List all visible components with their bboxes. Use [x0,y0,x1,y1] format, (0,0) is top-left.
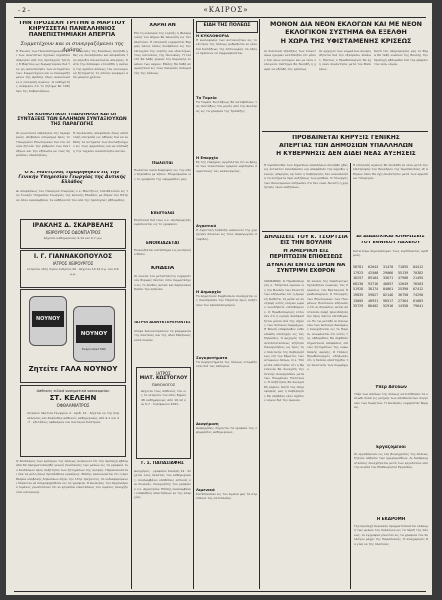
lottery-number: 88402 [368,304,379,309]
article-text: Επιστολαί διά τους κ.κ. συνδρομητάς ευρίσκονται εις το γραφείον. [134,218,191,227]
city-news-banner [196,21,258,33]
lottery-number: 70382 [413,270,424,275]
article-text: Οι κοινοτικοί υπάλληλοι της περιφερείας υπέβαλον υπόμνημα προς το Υπουργείον Εσωτερικών δια του οποίου ζητούν την ρύθμισιν των συντάξεων και την εξίσωσιν με τους δημοσίους υπαλλήλους. [16,131,70,158]
article-text: Πωλείται οικία διώροφος εις την οδόν Κορίνθου με κήπον. Πληροφορίαι εις το γραφείον της εφημερίδος μας. [134,168,191,181]
masthead-rule [14,17,426,18]
ad-subtitle: ΙΑΤΡΟΣ ΧΕΙΡΟΥΡΓΟΣ [52,261,94,267]
right-head: Εργαζόμενοι [376,445,406,449]
lottery-head: ΤΟΥ ΕΘΝΙΚΟΥ ΛΑΧΕΙΟΥ [360,241,421,245]
doctors-head: ΙΑΤΡΟΙ ΔΙΑΝΥΚΤΕΡΕΥΟΝΤΕΣ [134,321,191,324]
article-text: Ενοικιάζεται κατάστημα εις κεντρικήν θέσιν. [134,248,191,257]
lottery-number: 62044 [368,265,379,269]
ad-subtitle: ΧΕΙΡΟΥΡΓΟΣ ΟΔΟΝΤΙΑΤΡΟΣ [45,230,101,236]
churchill-headline: ΔΗΛΩΣΕΙΣ ΤΟΥ κ. ΤΣΟΡΤΣΙΑ ΕΙΣ ΤΗΝ ΒΟΥΛΗΝ [264,235,348,246]
news-item-head: Λιμενικά [196,486,215,492]
lottery-number: 79641 [413,304,424,309]
article-text: Κατέπλευσαν εις τον λιμένα μας τα ατμόπλοια της ακτοπλοΐας. [196,491,257,501]
article-text: Απόψε διανυκτερεύουν τα φαρμακεία της πλατείας και της οδού Μαιζώνος κατά σειράν. [134,329,191,342]
ad-title: Ι. Γ. ΓΙΑΝΝΑΚΟΠΟΥΛΟΣ [33,253,113,260]
lottery-number: 68230 [353,281,364,286]
lottery-number: 13605 [353,298,364,303]
lottery-number: 84061 [383,287,394,292]
lottery-number: 17923 [353,270,364,275]
page-number: - 2 - [18,7,30,14]
article-text: Δικηγόρος · γραφείον Κανάρη 14 · δέχεται τους πελάτας του καθημερινώς. Αναλαμβάνει υποθέσεις αστικάς και ποινικάς. Συνεργάτης του γραφείου ο κ. Δημητρίου. Επίσης αναλαμβάνει εισπράξεις απαιτήσεων εκ της επαρχίας. [134,469,191,500]
news-item-head: Η Δημαρχία [196,288,221,294]
article-text: Επί τη ευκαιρία της εορτής η Φιλαρμονική του Δήμου θα παιανίση εις την πλατείαν. Η επιτροπή ευχαριστεί θερμώς όλους όσους συνέβαλον εις την επιτυχίαν της εορτής και ιδιαιτέρως τους κατοίκους της συνοικίας. Η τελετή θα λάβη χώραν την Κυριακήν ενώπιον των αρχών. Επίσης θα δοθή αναμνηστικό εις τους παλαιούς πολεμιστάς της πόλεως. [134,31,191,75]
article-text: Η επιτροπή αγώνος θα συνέλθη εκ νέου μετά την επιστροφήν του Προέδρου της Ομοσπονδίας εξ Αθηνών όπου θα έχη συνάντησιν μετά των αρμοδίων Υπουργών. [353,163,428,181]
lottery-number: 42508 [368,270,379,275]
surgeon-ad [20,250,126,288]
article-text: Η διοίκησις της Ενώσεως συνήλθε χθες εις συνεδρίασιν και απεφάσισε την κήρυξιν πανελληνίου απεργίας. Κατά την σύσκεψιν ετονίσθη η ανάγκη της αμέσου λύσεως του οικονομικού ζητήματος το οποίον εκκρεμεί από μακρού χρόνου. [73,49,128,80]
article-text: Η Αγροτική Τράπεζα ανακοινοί την χορήγησιν δανείων εις τους παραγωγούς σταφίδος. [196,227,257,241]
article-text: Δι αποφάσεως του Υπουργού Γεωργίας ο κ. Μαντζίνος τοποθετείται εις την Γενικήν Υπηρεσίαν Γεωργίας της Δυτικής Ελλάδος με έδραν την Πάτραν όπου αναλαμβάνει τα καθήκοντά του από της προσεχούς εβδομάδος. [16,189,128,202]
lottery-number: 27364 [398,298,409,303]
milk-can-image [29,296,67,346]
article-text: Το Δημοτικόν Συμβούλιον συνέρχεται εις συνεδρίασιν την Πέμπτην προς συζήτησιν του προϋπολογισμού. [196,293,257,307]
news-item-head: Αγροτικά [196,222,217,228]
notice-head: Πωλείται [152,161,173,165]
news-item-head: Συγκροτήματα [196,354,228,360]
can-brand: ΝΟΥΝΟΥ [76,325,112,343]
bottom-rule [14,591,426,592]
article-text: Οι κύκλοι της Ουάσιγκτων σχολιάζουν ευμενώς τας δηλώσεις του Βρεταννού Πρωθυπουργού. Ο Υπουργός των Εξωτερικών των Ηνωμένων Πολιτειών εδήλωσεν ότι αι δηλώσεις αυταί αποτελούν σαφή προειδοποίησιν προς πάντα επιτιθέμενον. Εν τω μεταξύ αι συνομιλίαι των Δυτικών Δυνάμεων συνεχίζονται εις το Παρίσι. Αναμένεται ότι εντός της εβδομάδος θα ληφθούν σημαντικαί αποφάσεις επί των ζητημάτων της ευρωπαϊκής αμύνης. Ο Γάλλος Πρωθυπουργός εδήλωσεν ότι η Γαλλία υποστηρίζει την πολιτικήν των συμμάχων. [307,279,348,372]
story3-head: Ο κ. Μαντζίνος τιμωρήθηκεν εις την Γενικήν Υπηρεσίαν Γεωργίας της Δυτικής Ελλάδος [18,171,126,185]
lottery-number: 61083 [413,298,424,303]
lottery-number: 48931 [368,298,379,303]
article-text: Την προσεχή Κυριακήν πραγματοποιείται εκδρομή των μελών του Συλλόγου εις τα πέριξ της πόλεως. Αι εγγραφαί γίνονται εις τα γραφεία του Συλλόγου μέχρι της Παρασκευής. Η αναχώρησις θα γίνη εκ της πλατείας. [354,524,428,546]
lottery-number: 38174 [368,287,379,292]
article-text: Κατωτέρω δημοσιεύομεν τους κερδίσαντας αριθμούς. [353,249,428,258]
ad-text: Δέχεται καθημερινώς 9-12 και 4-7 μ.μ. [43,236,103,241]
lottery-number: 76503 [413,281,424,286]
lottery-number: 67412 [413,287,424,292]
ad-subtitle: ΟΦΘΑΛΜΙΑΤΡΟΣ [56,403,90,409]
notice-head: Επιστολαί [150,211,175,215]
lottery-number: 84412 [413,265,424,269]
lottery-number: 40857 [383,281,394,286]
top-headline: Η ΧΩΡΑ ΤΗΣ ΥΦΙΣΤΑΜΕΝΗΣ ΚΡΙΣΕΩΣ [280,38,412,45]
article-text: Οι οικείοι του μεταστάντος ευχαριστούν θερμώς πάντας όσοι συμμετέσχον εις το πένθος αυτών και παρηκολούθησαν την κηδείαν. [134,274,191,292]
lottery-number: 19835 [353,292,364,297]
lottery-number: 14358 [398,304,409,309]
lottery-numbers [353,265,428,383]
article-text: ΛΟΝΔΙΝΟΝ. Ο Πρωθυπουργός κ. Τσόρτσιλ ομιλών εις την Βουλήν των Κοινοτήτων εδήλωσεν ότι η Αμερική διαθέτει τα μέσα να συντρίψη εντός ολίγων ωρών οιονδήποτε επιτιθέμενον. Ο Πρωθυπουργός ετόνισεν ότι η ειρήνη διασφαλίζεται μόνον διά της ισχύος των δυτικών συμμάχων. Η Βουλή επεφύλαξεν ενθουσιώδη υποδοχήν εις τας δηλώσεις. Ο αρχηγός της αντιπολιτεύσεως εζήτησε διευκρινήσεις ως προς την πολιτικήν της Κυβερνήσεως επί του θέματος των ατομικών όπλων. Ο κ. Τσόρτσιλ απήντησεν ότι η Βρεταννία θα συνεχίση την στενήν συνεργασίαν μετά των Ηνωμένων Πολιτειών. Η συζήτησις θα συνεχισθή αύριον. Κατά τας πληροφορίας μας η Κυβέρνησις θα υποβάλη νέον σχέδιον νόμου διά την άμυναν. [264,279,304,402]
lottery-number: 16257 [353,276,364,281]
lottery-number: 71855 [398,265,409,269]
article-text: Κατά τας πληροφορίας μας το θέμα θα τεθή ενώπιον της Βουλής την προσεχή εβδομάδα διά την ψήφισιν του νέου νόμου. [374,49,428,67]
newspaper-page [6,3,432,595]
strike-headline: ΠΡΟΒΑΙΝΕΤΑΙ ΚΗΡΥΞΙΣ ΓΕΝΙΚΗΣ [292,135,400,141]
lottery-number: 29066 [383,270,394,275]
left-headline: ΤΗΝ ΠΡΟΣΕΧΗ ΤΡΙΤΗΝ 8 ΜΑΡΤΙΟΥ ΚΗΡΥΣΣΕΤΑΙ ΠΑΝΕΛΛΗΝΙΟΣ ΠΑΝΕΠΙΣΤΗΜΙΑΚΗ ΑΠΕΡΓΙΑ [18,21,126,38]
lottery-number: 58781 [353,265,364,269]
left-subhead: Συμμετέχουν και οι συνεργαζόμενοι της Δράσης [20,41,124,53]
column-rule [131,19,132,589]
lottery-number: 93716 [368,281,379,286]
top-headline: ΜΟΝΟΝ ΔΙΑ ΝΕΟΝ ΕΚΛΟΓΩΝ ΚΑΙ ΜΕ ΝΕΟΝ [269,21,423,28]
column-rule [350,163,351,589]
lottery-number: 51928 [353,287,364,292]
lottery-number: 55139 [398,270,409,275]
article-text: Διαφημίσεις δέχονται τα γραφεία της εφημερίδος καθημερινώς. [196,425,257,435]
lottery-number: 74290 [413,292,424,297]
article-text: Η Ομοσπονδία των δημοσίων υπαλλήλων συνήλθε χθες εις έκτακτον συνεδρίασιν και απεφάσισε την κήρυξιν γενικής απεργίας εφ όσον η Κυβέρνησις δεν ικανοποιήση τα αιτήματα περί αυξήσεως των μισθών. Ο Υπουργός των Οικονομικών εδήλωσεν ότι δεν είναι δυνατή η χορήγησις νέων αυξήσεων. [264,163,348,190]
section-rule [262,131,428,132]
ad-specialty: ΠΑΘΟΛΟΓΟΣ [151,382,176,387]
lottery-number: 82146 [383,292,394,297]
mid-head: ΧΑΡΑΓΑΝ [149,23,176,28]
lottery-number: 47908 [398,276,409,281]
article-text: Εκ της επαρχίας αγγέλλεται ότι αι βροχαί των τελευταίων ημερών ωφέλησαν σημαντικώς τας καλλιεργείας. [196,159,257,173]
article-text: Οι αρχηγοί των κομμάτων συνεργάζονται διά την εξεύρεσιν λύσεως. Πάντως ο Πρωθυπουργός θα έχη νέαν συνάντησιν μετά του Βασιλέως. [319,49,371,71]
ad-text: Ιατρείον οδός Αγίου Ανδρέου 26 · Δέχεται 10-12 π.μ. και 4-6 μ.μ. [27,267,119,276]
churchill-headline: ΔΥΝΑΤΑΙ ΕΝΤΟΣ ΩΡΩΝ ΝΑ ΣΥΝΤΡΙΨΗ ΕΧΘΡΟΝ [266,263,346,274]
section-rule [262,231,350,232]
city-news-head: ΕΙΔΗ ΤΗΣ ΠΟΛΕΩΣ [203,23,251,28]
lottery-number: 52916 [383,304,394,309]
lottery-head: ΑΙ ΔΙΑΔΟΧΙΚΑΙ ΚΛΗΡΩΣΕΙΣ [356,235,425,239]
milk-tagline: Ζητείτε ΓΑΛΑ ΝΟΥΝΟΥ [28,365,118,373]
article-text: Ο Σύνδεσμος των εμπόρων της πόλεως ανακοινοί ότι την προσεχή εβδομάδα θα πραγματοποιηθή γενική συνέλευσις των μελών εις τα γραφεία του Συνδέσμου προς συζήτησιν των ζητημάτων της αγοράς. Παρακαλούνται όλα τα μέλη όπως προσέλθουν εγκαίρως. Επίσης ανακοινούται ότι η προθεσμία υποβολής δηλώσεων λήγει την 15ην τρέχοντος. Οι ενδιαφερόμενοι δύνανται να πληροφορηθούν εις τα γραφεία. Η Διοίκησις του Οργανισμού Λιμένος γνωστοποιεί ότι αι εργασίαι επεκτάσεως του λιμένος συνεχίζονται κανονικώς. [16,459,128,494]
news-item-head: Τα Ταμεία [196,94,217,100]
churchill-headline: Η ΑΜΕΡΙΚΗ ΕΙΣ ΠΕΡΙΠΤΩΣΙΝ ΕΠΙΘΕΣΕΩΣ [269,249,343,260]
ad-title: ΙΑΤΡΟΣ [156,371,171,376]
strike-headline: ΑΠΕΡΓΙΑΣ ΤΩΝ ΔΗΜΟΣΙΩΝ ΥΠΑΛΛΗΛΩΝ [279,143,413,149]
article-text: Αι πολιτικαί εξελίξεις των τελευταίων ημερών κατέδειξαν ότι μόνον διά νέων εκλογών και με νέον εκλογικόν σύστημα θα δυνηθή η χώρα να εξέλθη της κρίσεως. [264,49,316,71]
city-news-list [196,34,257,589]
lottery-number: 12649 [398,281,409,286]
notice-head: ΕΝΟΙΚΙΑΖΕΤΑΙ [145,241,180,245]
story2-head: ΟΙ ΚΟΙΝΟΤΙΚΟΙ ΥΠΑΛΛΗΛΟΙ ΚΑΙ ΟΙ ΣΥΝΤΑΞΕΙΣ ΤΩΝ ΕΛΛΗΝΩΝ ΣΥΝΤΑΞΙΟΥΧΩΝ ΤΗΣ ΠΑΡΑΓΩΓΗΣ [17,113,127,127]
article-text: Η συνέλευσις απεφάσισε όπως αποσταλή επιτροπή εις Αθήνας δια να εκθέση τα αιτήματα των συνταξιούχων εις τους αρμοδίους και να επιδιώξη την ταχείαν ικανοποίησιν αυτών. [73,131,128,153]
lottery-number: 89104 [368,276,379,281]
lottery-number: 31470 [383,265,394,269]
lottery-number: 25390 [398,287,409,292]
ad-title: ΣΤ. ΚΕΛΕΗΝ [49,394,97,402]
column-rule [193,19,194,589]
lottery-number: 36758 [398,292,409,297]
right-head: Η ΕΚΔΡΟΜΗ [376,517,406,521]
can-label: Evaporated Milk [81,347,107,351]
article-text: Υπέρ των Ασύλων της πόλεως κατετέθησαν τα κάτωθι ποσά εις μνήμην των αποθανόντων συγγενών των δωρητών. Η Διοίκησις ευχαριστεί θερμώς. [354,392,428,410]
top-headline: ΕΚΛΟΓΙΚΟΝ ΣΥΣΤΗΜΑ ΘΑ ΕΞΕΛΘΗ [285,29,407,36]
ophthalmologist-ad [20,385,126,457]
doctor-ad [136,367,191,459]
news-item-head: Η Επαρχία [196,154,218,160]
ad-text: Ιατρείον πλατεία Γεωργίου Α΄ αριθ. 12 · δέχεται εκ της Κεφαλληνίας και Ζακύνθου ασθενείς καθημερινώς από 9-1 και 4-7 · εξετάσεις οφθαλμών και συνταγαί διοπτρών. [27,411,119,425]
column-rule [259,19,260,589]
article-text: Οι εργαζόμενοι εις τας βιομηχανίας της πόλεως ζητούν αύξησιν των ημερομισθίων. Αι διαπραγματεύσεις συνεχίζονται μετά των εργοδοτών υπό την αιγίδα του Επιθεωρητού Εργασίας. [354,452,428,470]
news-item-head: Διαφήμιση [196,420,219,426]
milk-can-image [73,306,115,362]
strike-headline: Η ΚΥΒΕΡΝΗΣΙΣ ΔΕΝ ΔΙΔΕΙ ΝΕΑΣ ΑΥΞΗΣΕΙΣ [276,151,416,157]
can-brand: ΝΟΥΝΟΥ [32,311,64,327]
dentist-ad [20,219,126,249]
article-text: Η κυκλοφορία των αυτοκινήτων εις το κέντρον της πόλεως ρυθμίζεται εκ νέου διά διατάξεως της Αστυνομίας. Οι οδηγοί οφείλουν να συμμορφούνται. [196,37,257,56]
lottery-number: 90517 [383,298,394,303]
ad-title: ΙΡΑΚΛΗΣ Δ. ΣΚΑΡΒΕΛΗΣ [32,222,114,229]
paper-name: «ΚΑΙΡΟΣ» [203,6,249,14]
ad-text: Δέχεται τους ασθενείς του εις το ιατρείον του οδός Ερμού 48 καθημερινώς από 10-12 και 5-7 · τηλέφωνον 2291. [141,388,186,407]
lottery-number: 33671 [383,276,394,281]
ad2-name: Γ. Σ. ΠΑΠΑΣΙΑΦΗΣ [141,461,184,465]
ad-text: Ασθενείς ειδικά νοσηματικά νοσοκομείου [36,389,110,393]
news-item-head: Η ΚΥΚΛΟΦΟΡΙΑ [196,34,229,38]
ad-name: ΜΙΛΤ. ΚΩΣΤΟΓΛΟΥ [139,376,188,381]
article-text: Τα Ταμεία Συντάξεως θα καταβάλουν τας συντάξεις του μηνός από της Δευτέρας εις τα γραφεία της Τραπέζης. [196,99,257,113]
milk-ad [20,289,126,383]
lottery-number: 59027 [368,292,379,297]
article-text: Τα συγκροτήματα της πόλεως ετοιμάζονται διά τας απόκρεω. [196,359,257,369]
death-notice-head: ΚΗΔΕΙΑ [150,266,175,271]
article-text: Η Ένωσις των Πανεπιστημιακών και των ανωτάτων σχολών κηρύσσει απεργίαν από της προσεχούς Τρίτης 8 Μαρτίου ως διαμαρτυρίαν διά την μη ικανοποίησιν των αιτημάτων των. Συμμετέχουν και οι συνεργαζόμενοι της Δράσης όπως ανεκοίνωσεν η επιτροπή αγώνος. Ο καθηγητής ανέφερεν ότι το ζήτημα θα τεθή προ της Κυβερνήσεως. [16,49,70,93]
lottery-number: 35729 [353,304,364,309]
lottery-number: 21495 [413,276,424,281]
right-head: Υπέρ Ασύλων [375,385,407,389]
